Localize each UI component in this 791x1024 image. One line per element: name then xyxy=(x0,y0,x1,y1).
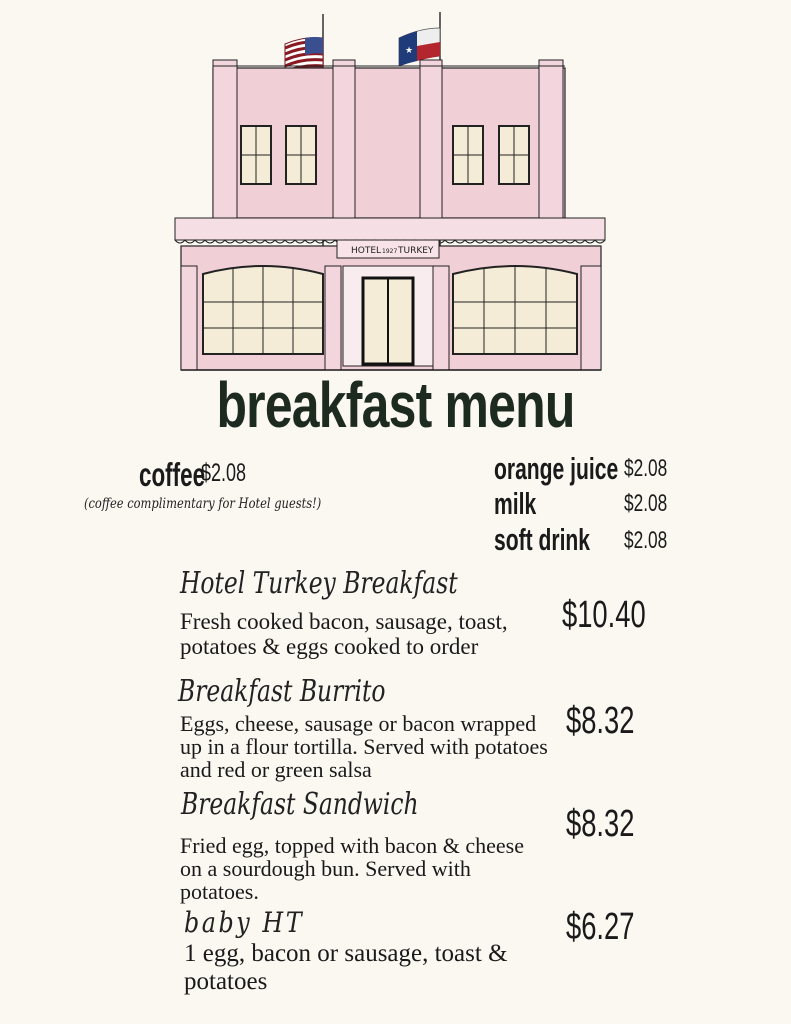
coffee-label: coffee xyxy=(139,456,206,493)
item-name: Hotel Turkey Breakfast xyxy=(180,566,458,601)
menu-title: breakfast menu xyxy=(216,369,575,441)
item-price: $8.32 xyxy=(566,803,635,845)
item-description xyxy=(184,940,508,996)
drink-soft-drink: soft drink xyxy=(494,522,591,557)
drink-milk: milk xyxy=(494,486,537,521)
item-description-line: potatoes xyxy=(184,968,268,995)
drink-orange-juice: orange juice xyxy=(494,451,619,486)
item-description xyxy=(180,609,508,659)
item-price: $6.27 xyxy=(566,906,635,948)
item-description-line: 1 egg, bacon or sausage, toast & xyxy=(184,940,508,967)
sign-right-text: TURKEY xyxy=(398,246,434,256)
coffee-note: (coffee complimentary for Hotel guests!) xyxy=(84,496,322,512)
drink-milk-price: $2.08 xyxy=(624,490,668,517)
item-description-line: potatoes. xyxy=(180,879,259,904)
item-description-line: Fresh cooked bacon, sausage, toast, xyxy=(180,609,508,634)
item-price: $8.32 xyxy=(566,700,635,742)
drink-orange-juice-price: $2.08 xyxy=(624,455,668,482)
hotel-turkey-illustration xyxy=(165,8,615,378)
item-description-line: up in a flour tortilla. Served with potatoes xyxy=(180,734,548,759)
item-name: Breakfast Burrito xyxy=(178,674,386,709)
item-description-line: potatoes & eggs cooked to order xyxy=(180,634,479,659)
item-description-line: on a sourdough bun. Served with xyxy=(180,856,471,881)
item-price: $10.40 xyxy=(562,594,646,636)
item-description-line: and red or green salsa xyxy=(180,757,372,782)
drink-soft-drink-price: $2.08 xyxy=(624,527,668,554)
item-description-line: Eggs, cheese, sausage or bacon wrapped xyxy=(180,711,537,736)
item-description-line: Fried egg, topped with bacon & cheese xyxy=(180,833,524,858)
sign-left-text: HOTEL xyxy=(351,246,382,256)
coffee-price: $2.08 xyxy=(201,459,247,487)
svg-text:★: ★ xyxy=(405,46,414,56)
item-name: Breakfast Sandwich xyxy=(181,787,419,822)
item-description xyxy=(180,712,548,781)
sign-year-text: 1927 xyxy=(382,248,398,255)
item-description xyxy=(180,834,524,903)
item-name: baby HT xyxy=(184,906,305,939)
